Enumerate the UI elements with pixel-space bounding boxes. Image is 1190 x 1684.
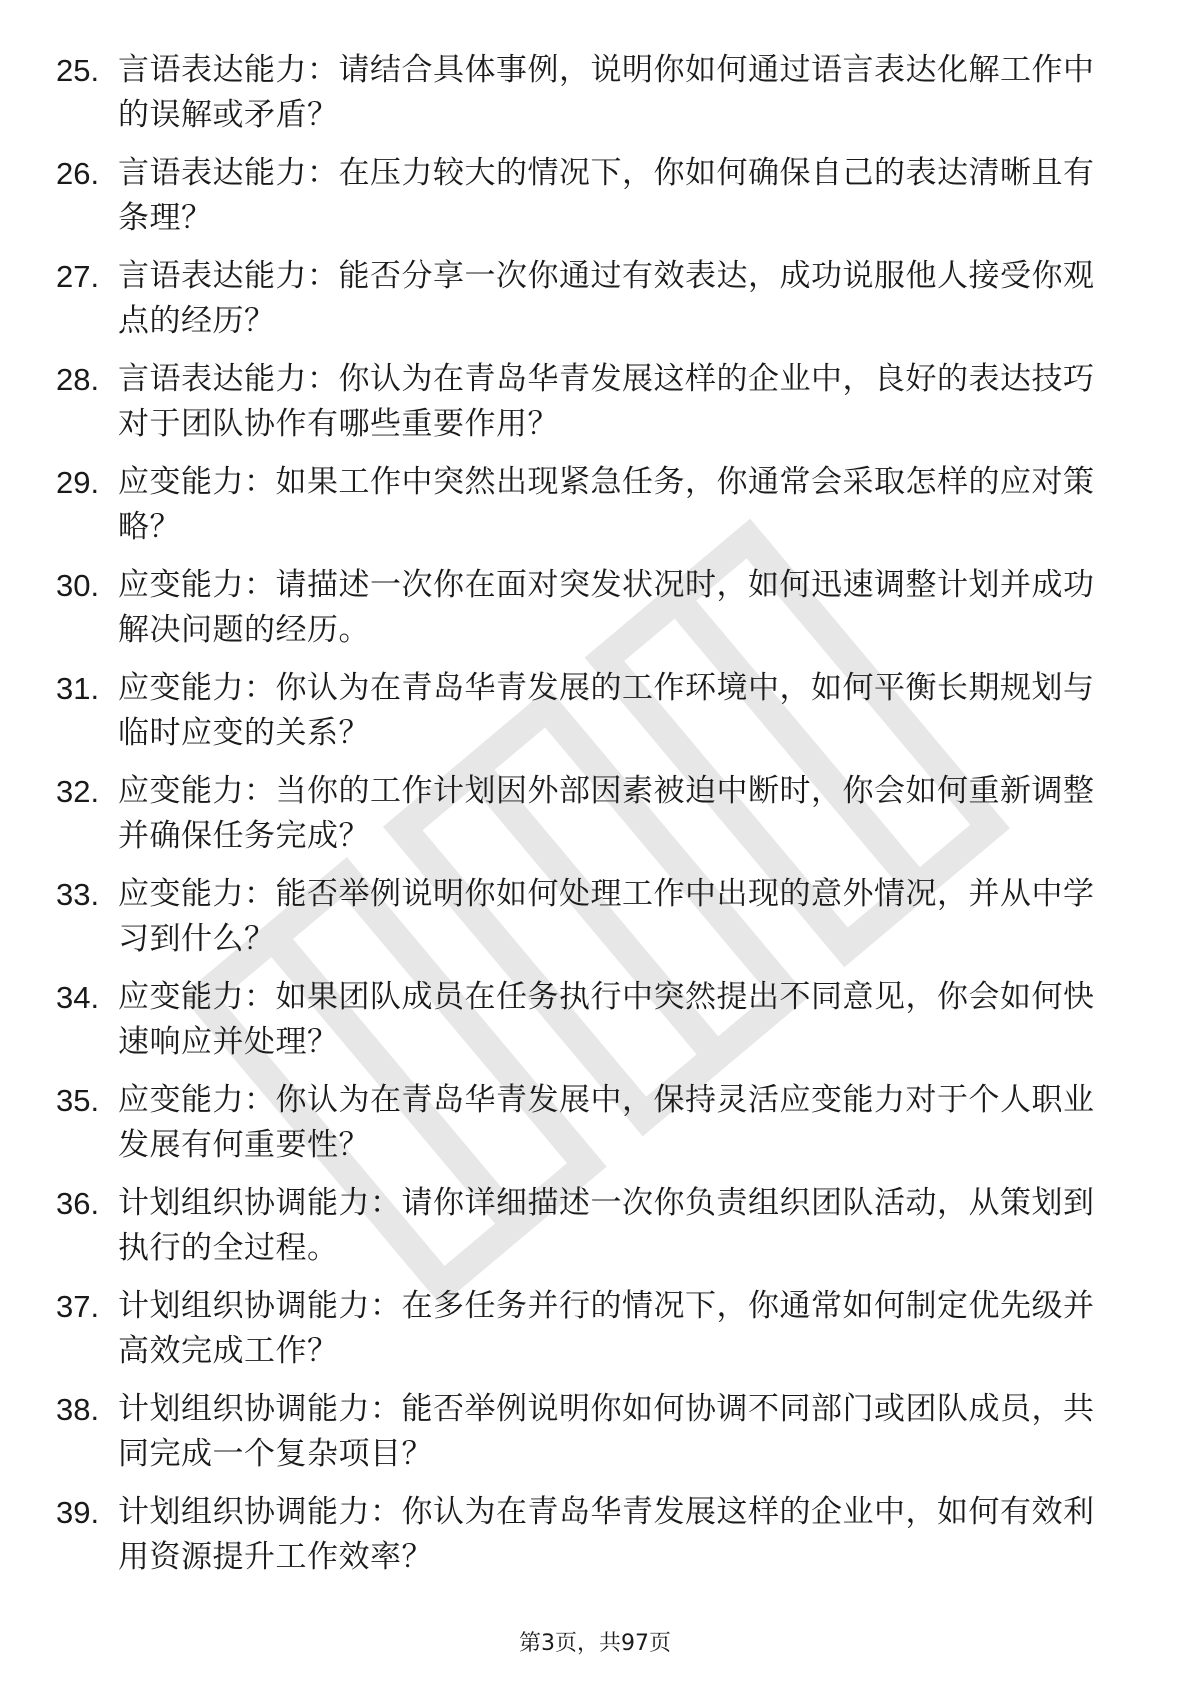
question-number: 37. [56, 1289, 100, 1324]
question-number: 26. [56, 156, 100, 191]
question-number: 29. [56, 465, 100, 500]
question-number: 34. [56, 980, 100, 1015]
list-item [56, 975, 1116, 1078]
question-number: 35. [56, 1083, 100, 1118]
question-number: 39. [56, 1495, 100, 1530]
question-text: 言语表达能力：能否分享一次你通过有效表达，成功说服他人接受你观点的经历？ [118, 258, 1095, 339]
question-text: 应变能力：当你的工作计划因外部因素被迫中断时，你会如何重新调整并确保任务完成？ [118, 773, 1095, 854]
list-item [56, 357, 1116, 460]
list-item [56, 254, 1116, 357]
list-item [56, 1284, 1116, 1387]
question-text: 言语表达能力：请结合具体事例，说明你如何通过语言表达化解工作中的误解或矛盾？ [118, 52, 1095, 133]
list-item [56, 1387, 1116, 1490]
question-number: 32. [56, 774, 100, 809]
question-text: 应变能力：如果工作中突然出现紧急任务，你通常会采取怎样的应对策略？ [118, 464, 1095, 545]
question-text: 应变能力：如果团队成员在任务执行中突然提出不同意见，你会如何快速响应并处理？ [118, 979, 1095, 1060]
question-text: 计划组织协调能力：能否举例说明你如何协调不同部门或团队成员，共同完成一个复杂项目？ [118, 1391, 1095, 1472]
list-item [56, 1078, 1116, 1181]
question-text: 计划组织协调能力：在多任务并行的情况下，你通常如何制定优先级并高效完成工作？ [118, 1288, 1095, 1369]
list-item [56, 563, 1116, 666]
question-number: 38. [56, 1392, 100, 1427]
question-text: 计划组织协调能力：你认为在青岛华青发展这样的企业中，如何有效利用资源提升工作效率？ [118, 1494, 1095, 1575]
question-number: 30. [56, 568, 100, 603]
question-number: 25. [56, 53, 100, 88]
question-text: 言语表达能力：在压力较大的情况下，你如何确保自己的表达清晰且有条理？ [118, 155, 1095, 236]
question-text: 计划组织协调能力：请你详细描述一次你负责组织团队活动，从策划到执行的全过程。 [118, 1185, 1095, 1266]
question-list [56, 48, 1116, 1593]
question-text: 应变能力：你认为在青岛华青发展的工作环境中，如何平衡长期规划与临时应变的关系？ [118, 670, 1095, 751]
page-number: 第3页，共97页 [519, 1631, 671, 1656]
question-number: 27. [56, 259, 100, 294]
list-item [56, 769, 1116, 872]
list-item [56, 666, 1116, 769]
question-text: 应变能力：能否举例说明你如何处理工作中出现的意外情况，并从中学习到什么？ [118, 876, 1095, 957]
list-item [56, 1490, 1116, 1593]
question-number: 33. [56, 877, 100, 912]
question-text: 应变能力：请描述一次你在面对突发状况时，如何迅速调整计划并成功解决问题的经历。 [118, 567, 1095, 648]
list-item [56, 48, 1116, 151]
list-item [56, 1181, 1116, 1284]
question-number: 36. [56, 1186, 100, 1221]
question-text: 应变能力：你认为在青岛华青发展中，保持灵活应变能力对于个人职业发展有何重要性？ [118, 1082, 1095, 1163]
question-text: 言语表达能力：你认为在青岛华青发展这样的企业中，良好的表达技巧对于团队协作有哪些重要作用？ [118, 361, 1095, 442]
list-item [56, 151, 1116, 254]
question-number: 31. [56, 671, 100, 706]
question-number: 28. [56, 362, 100, 397]
list-item [56, 460, 1116, 563]
list-item [56, 872, 1116, 975]
